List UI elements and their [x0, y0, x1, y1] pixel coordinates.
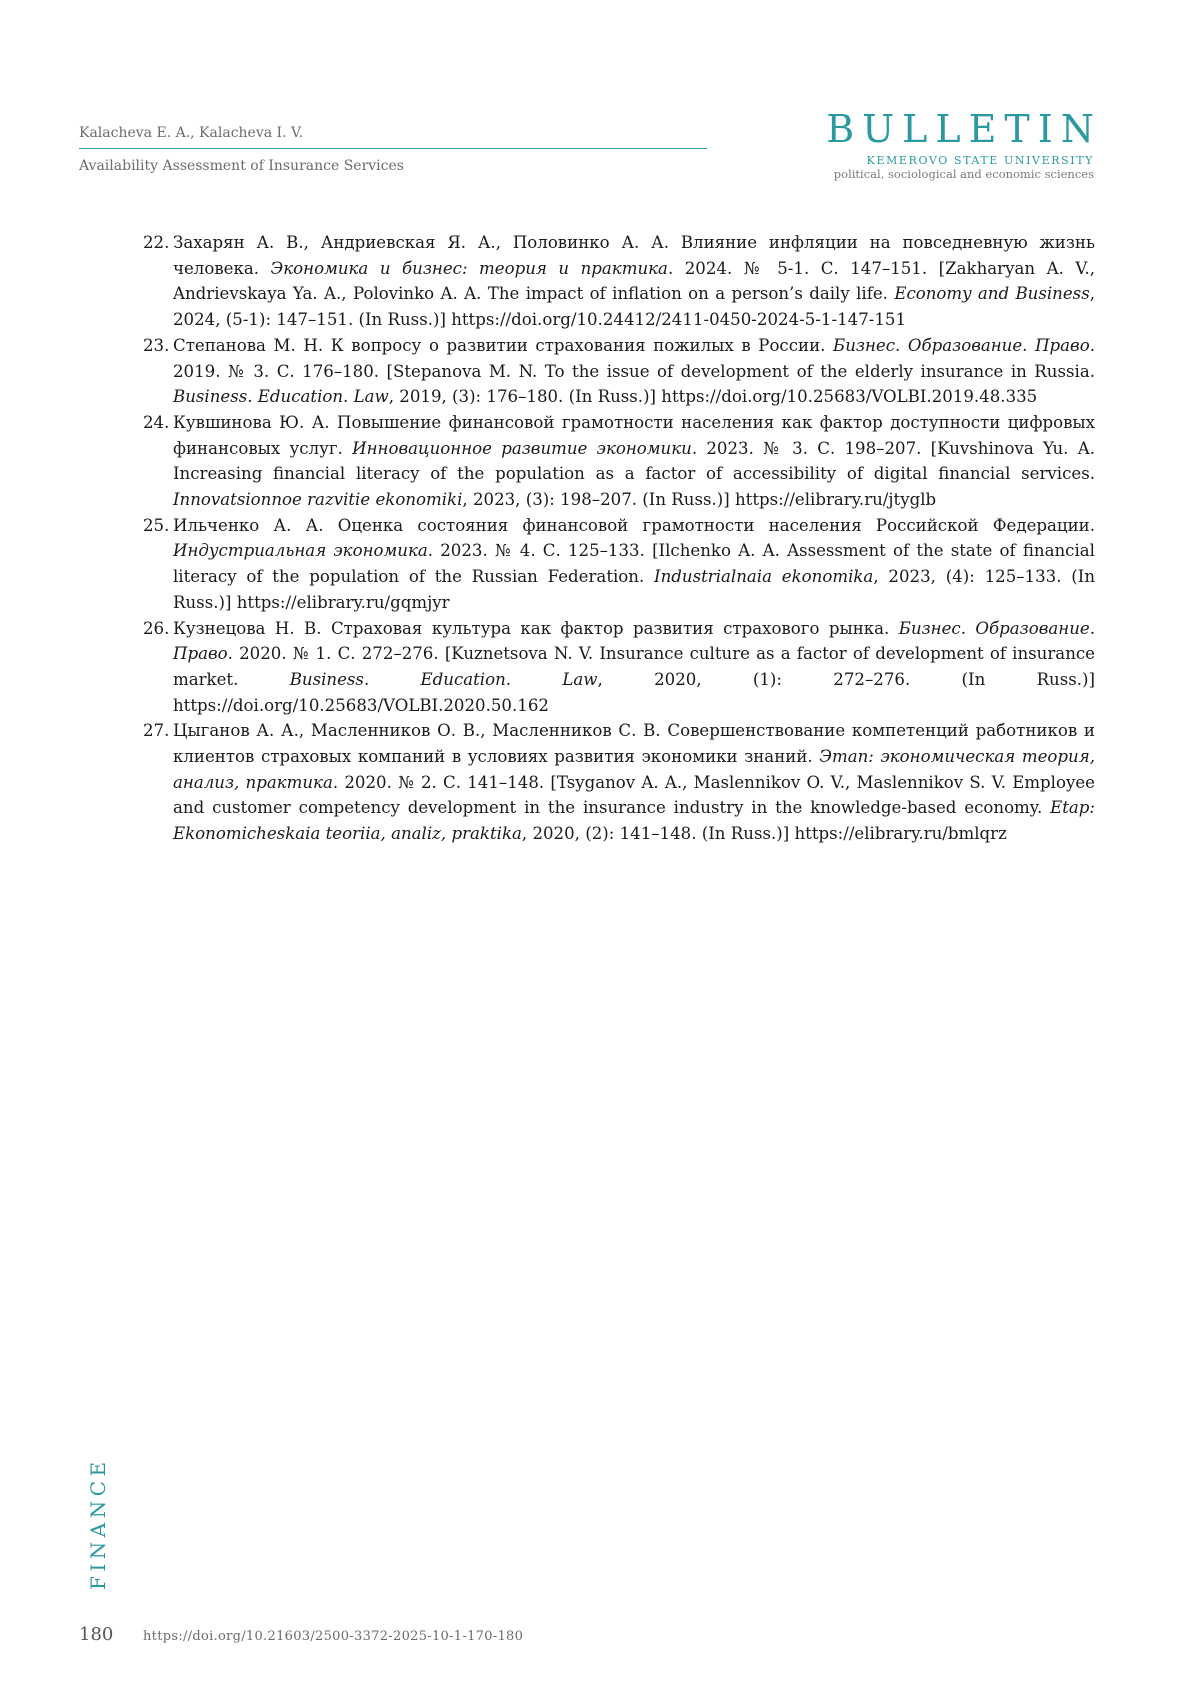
reference-item — [143, 513, 1095, 616]
journal-logo — [826, 107, 1102, 182]
reference-item — [143, 230, 1095, 333]
university-name: KEMEROVO STATE UNIVERSITY — [866, 154, 1094, 167]
reference-text: Ильченко А. А. Оценка состояния финансовой грамотности населения Российской Федерации. — [173, 515, 1095, 535]
page-number: 180 — [79, 1624, 114, 1645]
reference-source: Инновационное развитие экономики — [352, 438, 692, 458]
reference-source-translit: Etap: Ekonomicheskaia teoriia, analiz, praktika — [173, 798, 1095, 844]
reference-source-translit: Business. Education. Law — [173, 387, 389, 407]
reference-source: Бизнес. Образование. Право — [173, 618, 1095, 664]
reference-number: 27. — [143, 721, 170, 741]
running-header — [79, 126, 707, 173]
reference-text: , 2023, (3): 198–207. (In Russ.)] https://elibrary.ru/jtyglb — [462, 490, 937, 510]
reference-number: 26. — [143, 618, 170, 638]
reference-source: Этап: экономическая теория, анализ, практика — [173, 747, 1095, 792]
reference-text: Захарян А. В., Андриевская Я. А., Половинко А. А. Влияние инфляции на повседневную жизнь человека. — [173, 233, 1095, 278]
reference-text: Цыганов А. А., Масленников О. В., Масленников С. В. Совершенствование компетенций работников и клиентов страховых компаний в условиях развития экономики знаний. — [173, 721, 1095, 767]
reference-text: . 2023. № 3. С. 198–207. [Kuvshinova Yu. A. Increasing financial literacy of the population as a factor of accessibility of digital financial services. — [173, 438, 1095, 484]
reference-number: 25. — [143, 515, 170, 535]
reference-source: Экономика и бизнес: теория и практика — [270, 258, 668, 278]
journal-subtitle: political, sociological and economic sciences — [833, 167, 1094, 182]
reference-source: Бизнес. Образование. Право — [833, 335, 1090, 355]
reference-item — [143, 333, 1095, 410]
reference-text: Степанова М. Н. К вопросу о развитии страхования пожилых в России. — [173, 335, 834, 355]
reference-number: 23. — [143, 335, 170, 355]
reference-source-translit: Industrialnaia ekonomika — [654, 567, 874, 587]
reference-source-translit: Innovatsionnoe razvitie ekonomiki — [173, 490, 463, 510]
reference-number: 24. — [143, 412, 170, 432]
reference-text: . 2024. № 5-1. С. 147–151. [Zakharyan A. V., Andrievskaya Ya. A., Polovinko A. A. The impact of inflation on a person’s daily life. — [173, 258, 1095, 304]
reference-text: , 2020, (2): 141–148. (In Russ.)] https://elibrary.ru/bmlqrz — [521, 824, 1007, 844]
reference-text: , 2019, (3): 176–180. (In Russ.)] https://doi.org/10.25683/VOLBI.2019.48.335 — [388, 387, 1038, 407]
reference-list — [143, 230, 1095, 847]
page-footer — [79, 1624, 523, 1645]
reference-item — [143, 410, 1095, 513]
reference-source-translit: Economy and Business — [894, 284, 1090, 304]
reference-text: . 2019. № 3. С. 176–180. [Stepanova M. N. To the issue of development of the elderly insurance in Russia. — [173, 335, 1095, 381]
reference-text: , 2023, (4): 125–133. (In Russ.)] https://elibrary.ru/gqmjyr — [173, 567, 1096, 612]
reference-text: Кузнецова Н. В. Страховая культура как фактор развития страхового рынка. — [173, 618, 899, 638]
reference-text: , 2024, (5-1): 147–151. (In Russ.)] https://doi.org/10.24412/2411-0450-2024-5-1-147-151 — [173, 284, 1095, 330]
reference-text: Кувшинова Ю. А. Повышение финансовой грамотности населения как фактор доступности цифровых финансовых услуг. — [173, 412, 1095, 458]
section-label: FINANCE — [86, 1457, 110, 1590]
reference-text: . 2020. № 1. С. 272–276. [Kuznetsova N. V. Insurance culture as a factor of development of insurance market. — [173, 644, 1095, 689]
reference-source: Индустриальная экономика — [173, 541, 428, 561]
reference-text: . 2020. № 2. С. 141–148. [Tsyganov A. A., Maslennikov O. V., Maslennikov S. V. Employee and customer competency development in the insurance industry in the knowledge-based economy. — [173, 772, 1095, 818]
reference-text: , 2020, (1): 272–276. (In Russ.)] https://doi.org/10.25683/VOLBI.2020.50.162 — [173, 669, 1096, 715]
journal-name: BULLETIN — [826, 107, 1102, 151]
footer-doi: https://doi.org/10.21603/2500-3372-2025-10-1-170-180 — [143, 1629, 524, 1644]
header-article-title: Availability Assessment of Insurance Services — [79, 158, 404, 174]
header-authors: Kalacheva E. A., Kalacheva I. V. — [79, 125, 304, 141]
reference-text: . 2023. № 4. С. 125–133. [Ilchenko A. A. Assessment of the state of financial literacy of the population of the Russian Federation. — [173, 541, 1095, 587]
reference-number: 22. — [143, 233, 170, 252]
reference-item — [143, 616, 1095, 719]
reference-source-translit: Business. Education. Law — [289, 669, 598, 689]
reference-item — [143, 718, 1095, 847]
header-divider — [79, 148, 707, 149]
